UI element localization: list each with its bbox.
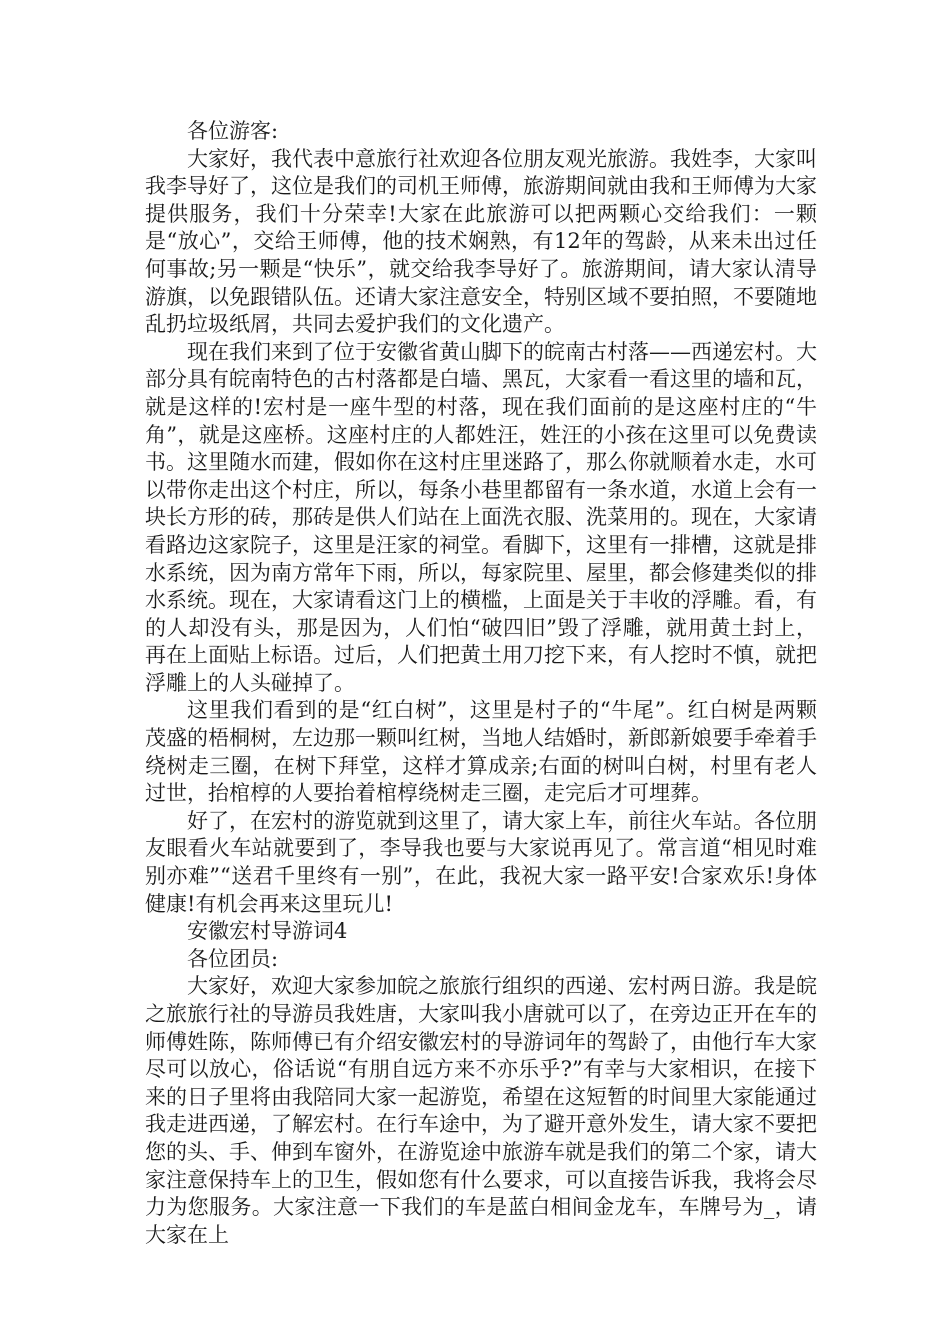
paragraph-red-white-trees: 这里我们看到的是“红白树”，这里是村子的“牛尾”。红白树是两颗茂盛的梧桐树，左边那一颗叫红树，当地人结婚时，新郎新娘要手牵着手绕树走三圈，在树下拜堂，这样才算成亲;右面的树叫白树，村里有老人过世，抬棺椁的人要抬着棺椁绕树走三圈，走完后才可埋葬。 (145, 698, 817, 806)
section-heading: 安徽宏村导游词4 (187, 919, 348, 944)
document-page (145, 118, 817, 1249)
salutation-tourists: 各位游客: (187, 119, 279, 143)
salutation-group-members: 各位团员: (187, 946, 279, 971)
paragraph-farewell: 好了，在宏村的游览就到这里了，请大家上车，前往火车站。各位朋友眼看火车站就要到了，李导我也要与大家说再见了。常言道“相见时难别亦难”“送君千里终有一别”，在此，我祝大家一路平安!合家欢乐!身体健康!有机会再来这里玩儿! (145, 808, 817, 916)
paragraph-tour-intro: 大家好，欢迎大家参加皖之旅旅行组织的西递、宏村两日游。我是皖之旅旅行社的导游员我姓唐，大家叫我小唐就可以了，在旁边正开在车的师傅姓陈，陈师傅已有介绍安徽宏村的导游词年的驾龄了，由他行车大家尽可以放心，俗话说“有朋自远方来不亦乐乎?”有幸与大家相识，在接下来的日子里将由我陪同大家一起游览，希望在这短暂的时间里大家能通过我走进西递，了解宏村。在行车途中，为了避开意外发生，请大家不要把您的头、手、伸到车窗外，在游览途中旅游车就是我们的第二个家，请大家注意保持车上的卫生，假如您有什么要求，可以直接告诉我，我将会尽力为您服务。大家注意一下我们的车是蓝白相间金龙车，车牌号为_，请大家在上 (145, 974, 817, 1247)
paragraph-hongcun-village: 现在我们来到了位于安徽省黄山脚下的皖南古村落——西递宏村。大部分具有皖南特色的古村落都是白墙、黑瓦，大家看一看这里的墙和瓦，就是这样的!宏村是一座牛型的村落，现在我们面前的是这座村庄的“牛角”，就是这座桥。这座村庄的人都姓汪，姓汪的小孩在这里可以免费读书。这里随水而建，假如你在这村庄里迷路了，那么你就顺着水走，水可以带你走出这个村庄，所以，每条小巷里都留有一条水道，水道上会有一块长方形的砖，那砖是供人们站在上面洗衣服、洗菜用的。现在，大家请看路边这家院子，这里是汪家的祠堂。看脚下，这里有一排槽，这就是排水系统，因为南方常年下雨，所以，每家院里、屋里，都会修建类似的排水系统。现在，大家请看这门上的横槛，上面是关于丰收的浮雕。看，有的人却没有头，那是因为，人们怕“破四旧”毁了浮雕，就用黄土封上，再在上面贴上标语。过后，人们把黄土用刀挖下来，有人挖时不慎，就把浮雕上的人头碰掉了。 (145, 339, 817, 695)
paragraph-welcome-intro: 大家好，我代表中意旅行社欢迎各位朋友观光旅游。我姓李，大家叫我李导好了，这位是我们的司机王师傅，旅游期间就由我和王师傅为大家提供服务，我们十分荣幸!大家在此旅游可以把两颗心交给我们：一颗是“放心”，交给王师傅，他的技术娴熟，有12年的驾龄，从来未出过任何事故;另一颗是“快乐”，就交给我李导好了。旅游期间，请大家认清导游旗，以免跟错队伍。还请大家注意安全，特别区域不要拍照，不要随地乱扔垃圾纸屑，共同去爱护我们的文化遗产。 (145, 146, 817, 337)
